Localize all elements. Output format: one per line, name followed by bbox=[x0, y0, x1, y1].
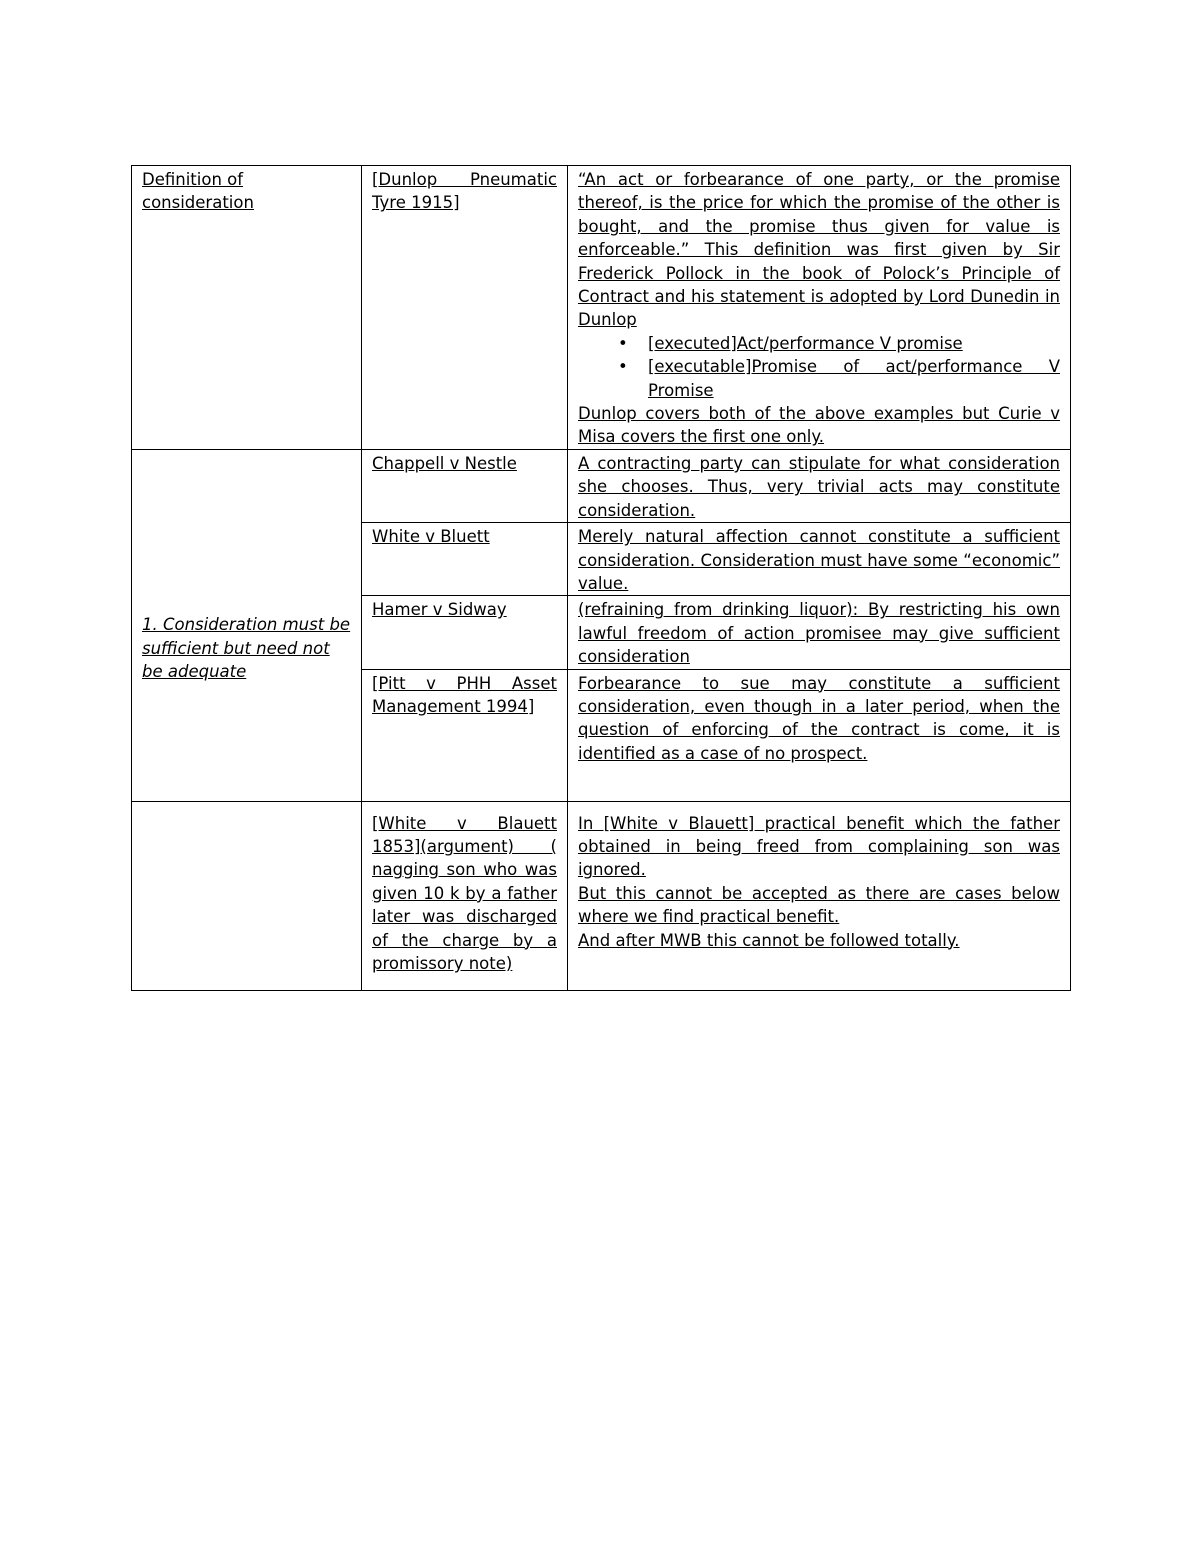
bullet-text: [executed]Act/performance V promise bbox=[648, 333, 963, 353]
explanation-paragraph: In [White v Blauett] practical benefit which the father obtained in being freed from complaining son was ignored. bbox=[578, 813, 1060, 880]
explanation-cell bbox=[568, 450, 1071, 523]
notes-table bbox=[131, 165, 1071, 991]
case-cell bbox=[362, 801, 568, 990]
row-chappell bbox=[132, 450, 1071, 523]
explanation-paragraph: A contracting party can stipulate for what consideration she chooses. Thus, very trivial acts may constitute consideration. bbox=[578, 454, 1060, 520]
topic-text: Definition of consideration bbox=[142, 170, 254, 213]
topic-cell bbox=[132, 450, 362, 802]
explanation-paragraph: Dunlop covers both of the above examples but Curie v Misa covers the first one only. bbox=[578, 404, 1060, 447]
bullet-text: [executable]Promise of act/performance V Promise bbox=[648, 357, 1060, 400]
explanation-paragraph: “An act or forbearance of one party, or the promise thereof, is the price for which the promise of the other is bought, and the promise thus given for value is enforceable.” This definition was first given by Sir Frederick Pollock in the book of Polock’s Principle of Contract and his statement is adopted by Lord Dunedin in Dunlop bbox=[578, 170, 1060, 330]
explanation-paragraph: But this cannot be accepted as there are cases below where we find practical benefit. bbox=[578, 883, 1060, 927]
explanation-paragraph: And after MWB this cannot be followed totally. bbox=[578, 930, 960, 950]
case-text: [White v Blauett 1853](argument) ( nagging son who was given 10 k by a father later was discharged of the charge by a promissory note) bbox=[372, 813, 557, 974]
explanation-cell bbox=[568, 669, 1071, 801]
case-text: Hamer v Sidway bbox=[372, 600, 507, 620]
case-text: White v Bluett bbox=[372, 527, 490, 547]
case-text: [Pitt v PHH Asset Management 1994] bbox=[372, 673, 557, 717]
case-text: Chappell v Nestle bbox=[372, 454, 517, 473]
case-cell bbox=[362, 669, 568, 801]
case-text: [Dunlop Pneumatic Tyre 1915] bbox=[372, 170, 557, 213]
row-definition bbox=[132, 166, 1071, 450]
explanation-paragraph: Merely natural affection cannot constitute a sufficient consideration. Consideration must have some “economic” value. bbox=[578, 527, 1060, 594]
row-white-blauett bbox=[132, 801, 1071, 990]
explanation-cell bbox=[568, 596, 1071, 669]
topic-cell bbox=[132, 166, 362, 450]
explanation-cell bbox=[568, 801, 1071, 990]
case-cell bbox=[362, 166, 568, 450]
case-cell bbox=[362, 596, 568, 669]
topic-text: 1. Consideration must be sufficient but need not be adequate bbox=[142, 615, 351, 682]
bullet-item bbox=[648, 332, 1060, 355]
case-cell bbox=[362, 523, 568, 596]
bullet-list bbox=[578, 332, 1060, 402]
explanation-cell bbox=[568, 523, 1071, 596]
explanation-cell bbox=[568, 166, 1071, 450]
explanation-paragraph: (refraining from drinking liquor): By restricting his own lawful freedom of action promisee may give sufficient consideration bbox=[578, 600, 1060, 667]
bullet-item bbox=[648, 355, 1060, 402]
case-cell bbox=[362, 450, 568, 523]
explanation-paragraph: Forbearance to sue may constitute a sufficient consideration, even though in a later period, when the question of enforcing of the contract is come, it is identified as a case of no prospect. bbox=[578, 673, 1060, 763]
topic-cell bbox=[132, 801, 362, 990]
